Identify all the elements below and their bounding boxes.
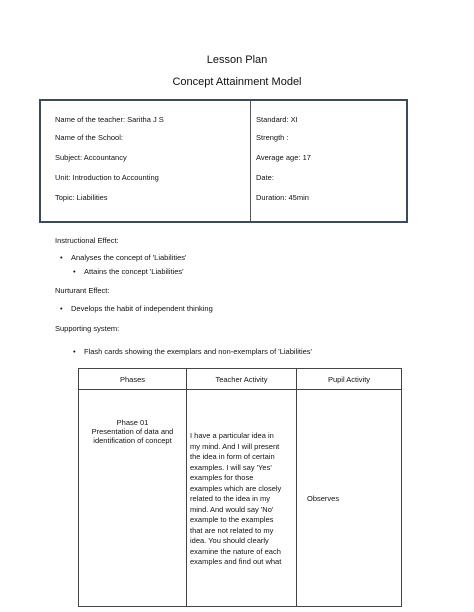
teacher-activity-cell (187, 390, 297, 607)
nurturant-effect-heading: Nurturant Effect: (55, 286, 110, 295)
instructional-item-1: • Analyses the concept of 'Liabilities' (71, 253, 186, 262)
document-title: Lesson Plan (206, 54, 268, 66)
phase-cell (79, 390, 187, 607)
teacher-line: examples for those (190, 473, 254, 482)
info-divider (250, 101, 251, 221)
header-teacher-activity: Teacher Activity (187, 369, 297, 390)
supporting-system-heading: Supporting system: (55, 324, 120, 333)
teacher-line: examples and find out what (190, 557, 282, 566)
instructional-effect-heading: Instructional Effect: (55, 236, 119, 245)
teacher-line: that are not related to my (190, 525, 274, 535)
unit: Unit: Introduction to Accounting (55, 173, 159, 182)
teacher-line: related to the idea in my (190, 494, 271, 503)
duration: Duration: 45min (256, 193, 309, 202)
table-row (79, 390, 402, 607)
supporting-item-1: • Flash cards showing the exemplars and non-exemplars of 'Liabilities' (84, 347, 312, 356)
teacher-line: my mind. And I will present (190, 441, 280, 451)
document-subtitle: Concept Attainment Model (172, 76, 302, 88)
school-name: Name of the School: (55, 133, 123, 142)
teacher-line: mind. And would say 'No' (190, 504, 274, 514)
standard: Standard: XI (256, 115, 298, 124)
nurturant-item-1: • Develops the habit of independent thinking (71, 304, 213, 313)
date: Date: (256, 173, 274, 182)
phase-line: Presentation of data and (91, 427, 174, 436)
teacher-line: I have a particular idea in (190, 431, 274, 440)
lesson-info-box (39, 99, 408, 223)
teacher-line: examples. I will say 'Yes' (190, 462, 272, 472)
activity-table (78, 368, 402, 607)
header-phases: Phases (79, 369, 187, 390)
teacher-line: the idea in form of certain (190, 452, 275, 461)
teacher-line: idea. You should clearly (190, 536, 269, 545)
table-header-row (79, 369, 402, 390)
pupil-activity-cell: Observes (297, 390, 402, 607)
teacher-line: examples which are closely (190, 483, 282, 493)
phase-line: Phase 01 (116, 418, 149, 427)
teacher-name: Name of the teacher: Saritha J S (55, 115, 164, 124)
teacher-line: example to the examples (190, 515, 274, 524)
topic: Topic: Liabilities (55, 193, 108, 202)
header-pupil-activity: Pupil Activity (297, 369, 402, 390)
teacher-line: examine the nature of each (190, 546, 281, 556)
phase-line: identification of concept (93, 436, 172, 445)
strength: Strength : (256, 133, 289, 142)
subject: Subject: Accountancy (55, 153, 127, 162)
instructional-item-2: • Attains the concept 'Liabilities' (84, 267, 184, 276)
average-age: Average age: 17 (256, 153, 311, 162)
